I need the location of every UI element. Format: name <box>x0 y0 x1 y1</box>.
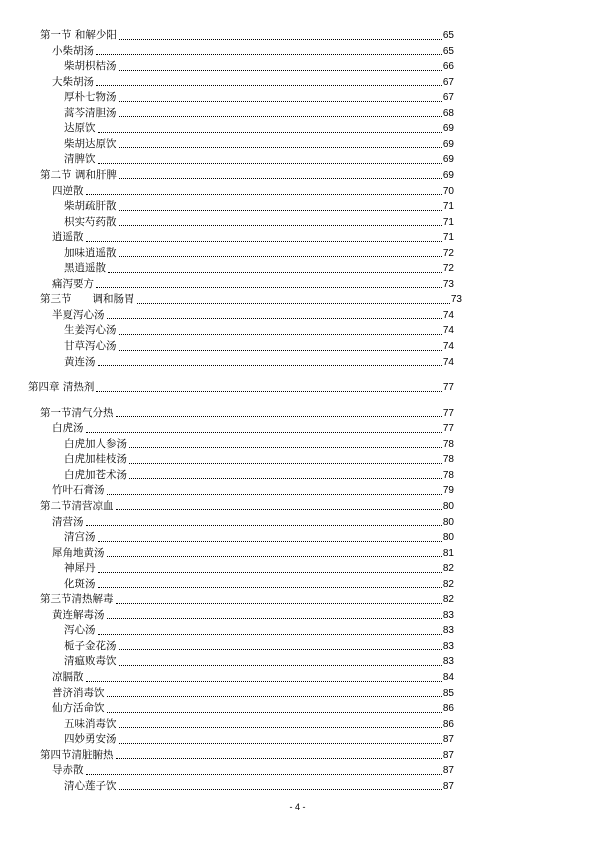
toc-entry <box>64 261 454 277</box>
toc-entry-title: 清心莲子饮 <box>64 779 117 792</box>
dot-leader <box>119 743 442 744</box>
toc-entry-title: 第四节清脏腑热 <box>40 748 114 761</box>
toc-entry-page: 67 <box>442 76 454 88</box>
toc-entry-page: 72 <box>442 263 454 275</box>
toc-entry <box>52 546 454 562</box>
toc-entry-title: 五味消毒饮 <box>64 717 117 730</box>
toc-entry <box>64 732 454 748</box>
dot-leader <box>119 350 442 351</box>
toc-entry-title: 蒿芩清胆汤 <box>64 106 117 119</box>
toc-entry-title: 清瘟败毒饮 <box>64 655 117 668</box>
dot-leader <box>119 116 442 117</box>
toc-entry <box>52 483 454 499</box>
toc-entry-page: 69 <box>442 138 454 150</box>
dot-leader <box>86 194 442 195</box>
dot-leader <box>86 432 442 433</box>
toc-entry <box>52 608 454 624</box>
toc-entry-page: 73 <box>450 294 462 306</box>
toc-entry <box>64 530 454 546</box>
toc-entry <box>52 44 454 60</box>
dot-leader <box>98 541 442 542</box>
toc-entry <box>64 59 454 75</box>
toc-entry <box>52 686 454 702</box>
dot-leader <box>119 649 442 650</box>
toc-entry-title: 白虎加桂枝汤 <box>64 453 127 466</box>
toc-entry-page: 67 <box>442 92 454 104</box>
toc-entry <box>64 355 454 371</box>
toc-entry <box>52 230 454 246</box>
toc-entry-page: 69 <box>442 154 454 166</box>
toc-entry <box>52 308 454 324</box>
toc-entry-title: 化斑汤 <box>64 577 96 590</box>
toc-entry-title: 逍遥散 <box>52 231 84 244</box>
dot-leader <box>98 365 442 366</box>
toc-entry-title: 半夏泻心汤 <box>52 308 105 321</box>
toc-entry-page: 87 <box>442 734 454 746</box>
dot-leader <box>107 318 442 319</box>
dot-leader <box>86 525 442 526</box>
toc-entry <box>52 75 454 91</box>
toc-entry-title: 第二节 调和肝脾 <box>40 168 117 181</box>
dot-leader <box>119 70 442 71</box>
toc-entry-title: 黑逍遥散 <box>64 262 106 275</box>
toc-entry-title: 白虎汤 <box>52 422 84 435</box>
toc-entry-title: 清营汤 <box>52 515 84 528</box>
toc-entry-title: 柴胡枳桔汤 <box>64 60 117 73</box>
toc-entry-page: 87 <box>442 765 454 777</box>
toc-section-entry <box>40 292 462 308</box>
toc-entry-title: 四妙勇安汤 <box>64 733 117 746</box>
toc-entry-page: 82 <box>442 578 454 590</box>
toc-entry <box>64 137 454 153</box>
toc-entry-title: 厚朴七物汤 <box>64 91 117 104</box>
toc-entry <box>52 421 454 437</box>
toc-entry-page: 74 <box>442 356 454 368</box>
dot-leader <box>116 416 442 417</box>
toc-entry-title: 第二节清营凉血 <box>40 499 114 512</box>
toc-entry <box>64 468 454 484</box>
toc-entry <box>64 339 454 355</box>
toc-entry-page: 83 <box>442 640 454 652</box>
toc-entry <box>64 121 454 137</box>
toc-entry-page: 66 <box>442 61 454 73</box>
toc-entry-page: 71 <box>442 232 454 244</box>
toc-entry-page: 85 <box>442 687 454 699</box>
toc-entry-page: 84 <box>442 672 454 683</box>
toc-entry-title: 白虎加人参汤 <box>64 437 127 450</box>
toc-entry <box>64 90 454 106</box>
toc-entry-page: 81 <box>442 547 454 559</box>
toc-entry-title: 仙方活命饮 <box>52 702 105 715</box>
toc-entry-title: 导赤散 <box>52 764 84 777</box>
dot-leader <box>116 603 442 604</box>
toc-entry-page: 80 <box>442 500 454 512</box>
dot-leader <box>96 391 442 392</box>
toc-entry <box>64 561 454 577</box>
toc-entry-page: 77 <box>442 382 454 394</box>
toc-entry-page: 68 <box>442 107 454 119</box>
toc-entry <box>64 199 454 215</box>
dot-leader <box>96 287 442 288</box>
toc-entry <box>64 717 454 733</box>
toc-entry-page: 71 <box>442 201 454 213</box>
toc-entry <box>64 437 454 453</box>
toc-section-entry <box>40 748 454 764</box>
toc-entry <box>52 701 454 717</box>
dot-leader <box>129 447 442 448</box>
toc-entry-title: 柴胡达原饮 <box>64 137 117 150</box>
toc-entry-page: 86 <box>442 718 454 730</box>
toc-entry-title: 大柴胡汤 <box>52 75 94 88</box>
toc-entry-page: 71 <box>442 216 454 228</box>
dot-leader <box>119 225 442 226</box>
toc-entry-page: 83 <box>442 625 454 637</box>
toc-entry-page: 83 <box>442 609 454 621</box>
toc-entry <box>64 215 454 231</box>
toc-entry <box>64 639 454 655</box>
toc-entry <box>52 670 454 686</box>
dot-leader <box>119 789 442 790</box>
dot-leader <box>129 463 442 464</box>
toc-entry-title: 清宫汤 <box>64 531 96 544</box>
toc-entry-page: 78 <box>442 469 454 481</box>
toc-entry-page: 69 <box>442 169 454 181</box>
toc-entry-page: 65 <box>442 45 454 57</box>
toc-entry-title: 清脾饮 <box>64 153 96 166</box>
toc-section-entry <box>40 499 454 515</box>
dot-leader <box>119 178 442 179</box>
toc-entry <box>64 654 454 670</box>
toc-entry <box>64 577 454 593</box>
toc-entry-title: 凉膈散 <box>52 671 84 683</box>
toc-entry-title: 普济消毒饮 <box>52 686 105 699</box>
toc-entry-title: 神犀丹 <box>64 562 96 575</box>
toc-entry-title: 黄连汤 <box>64 355 96 368</box>
dot-leader <box>98 572 442 573</box>
toc-entry-page: 72 <box>442 247 454 259</box>
toc-entry <box>52 515 454 531</box>
dot-leader <box>107 556 442 557</box>
toc-entry <box>64 152 454 168</box>
toc-entry-page: 80 <box>442 516 454 528</box>
toc-entry-page: 78 <box>442 454 454 466</box>
toc-entry-page: 79 <box>442 485 454 497</box>
toc-entry-page: 73 <box>442 278 454 290</box>
dot-leader <box>98 634 442 635</box>
toc-entry-page: 83 <box>442 656 454 668</box>
toc-entry-page: 82 <box>442 594 454 606</box>
toc-entry-page: 74 <box>442 309 454 321</box>
toc-entry <box>52 763 454 779</box>
toc-entry-title: 第三节清热解毒 <box>40 593 114 606</box>
toc-entry-title: 栀子金花汤 <box>64 639 117 652</box>
toc-entry-title: 甘草泻心汤 <box>64 340 117 352</box>
toc-entry-page: 82 <box>442 563 454 575</box>
toc-entry <box>52 277 454 293</box>
toc-entry-title: 生姜泻心汤 <box>64 324 117 337</box>
toc-entry-title: 四逆散 <box>52 184 84 197</box>
toc-section-entry <box>40 592 454 608</box>
dot-leader <box>119 665 442 666</box>
toc-entry <box>64 246 454 262</box>
dot-leader <box>96 54 442 55</box>
toc-entry-page: 78 <box>442 438 454 450</box>
toc-entry-page: 80 <box>442 532 454 544</box>
toc-entry-title: 柴胡疏肝散 <box>64 200 117 213</box>
toc-entry-title: 第一节清气分热 <box>40 406 114 419</box>
dot-leader <box>119 334 442 335</box>
toc-entry-page: 86 <box>442 703 454 715</box>
dot-leader <box>107 712 442 713</box>
toc-entry-title: 竹叶石膏汤 <box>52 484 105 497</box>
toc-entry-page: 77 <box>442 423 454 435</box>
toc-entry-page: 74 <box>442 325 454 337</box>
toc-entry-title: 枳实芍药散 <box>64 215 117 228</box>
toc-entry-title: 白虎加苍术汤 <box>64 468 127 481</box>
toc-entry-page: 77 <box>442 407 454 419</box>
toc-entry-page: 87 <box>442 780 454 792</box>
toc-entry-title: 小柴胡汤 <box>52 44 94 57</box>
dot-leader <box>119 256 442 257</box>
dot-leader <box>116 758 442 759</box>
dot-leader <box>98 587 442 588</box>
toc-entry-page: 74 <box>442 341 454 352</box>
toc-entry-title: 泻心汤 <box>64 624 96 637</box>
toc-entry-page: 65 <box>442 30 454 41</box>
toc-section-entry <box>40 406 454 422</box>
toc-section-entry <box>40 168 454 184</box>
toc-entry-page: 70 <box>442 185 454 197</box>
toc-entry <box>64 106 454 122</box>
dot-leader <box>86 241 442 242</box>
toc-entry-title: 达原饮 <box>64 122 96 135</box>
toc-entry-title: 第三节 调和肠胃 <box>40 293 135 306</box>
page-number: - 4 - <box>289 802 306 812</box>
toc-entry-title: 痛泻要方 <box>52 277 94 290</box>
dot-leader <box>107 618 442 619</box>
toc-entry-title: 黄连解毒汤 <box>52 608 105 621</box>
dot-leader <box>129 478 442 479</box>
toc-entry <box>64 452 454 468</box>
dot-leader <box>119 147 442 148</box>
toc-entry-page: 87 <box>442 749 454 761</box>
toc-entry-title: 加味逍遥散 <box>64 246 117 259</box>
dot-leader <box>107 696 442 697</box>
dot-leader <box>86 681 442 682</box>
dot-leader <box>137 303 450 304</box>
dot-leader <box>98 163 442 164</box>
toc-entry <box>64 779 454 795</box>
dot-leader <box>116 509 442 510</box>
dot-leader <box>119 727 442 728</box>
toc-entry <box>64 623 454 639</box>
dot-leader <box>108 272 442 273</box>
toc-chapter-entry <box>28 380 454 396</box>
toc-entry-title: 犀角地黄汤 <box>52 546 105 559</box>
dot-leader <box>86 774 442 775</box>
dot-leader <box>119 101 442 102</box>
toc-entry <box>52 184 454 200</box>
dot-leader <box>96 85 442 86</box>
toc-entry-title: 第四章 清热剂 <box>28 381 95 394</box>
toc-entry-page: 69 <box>442 123 454 135</box>
toc-entry-title: 第一节 和解少阳 <box>40 29 117 41</box>
toc-section-entry <box>40 28 454 44</box>
dot-leader <box>107 494 442 495</box>
dot-leader <box>98 132 442 133</box>
dot-leader <box>119 39 442 40</box>
toc-entry <box>64 323 454 339</box>
dot-leader <box>119 210 442 211</box>
